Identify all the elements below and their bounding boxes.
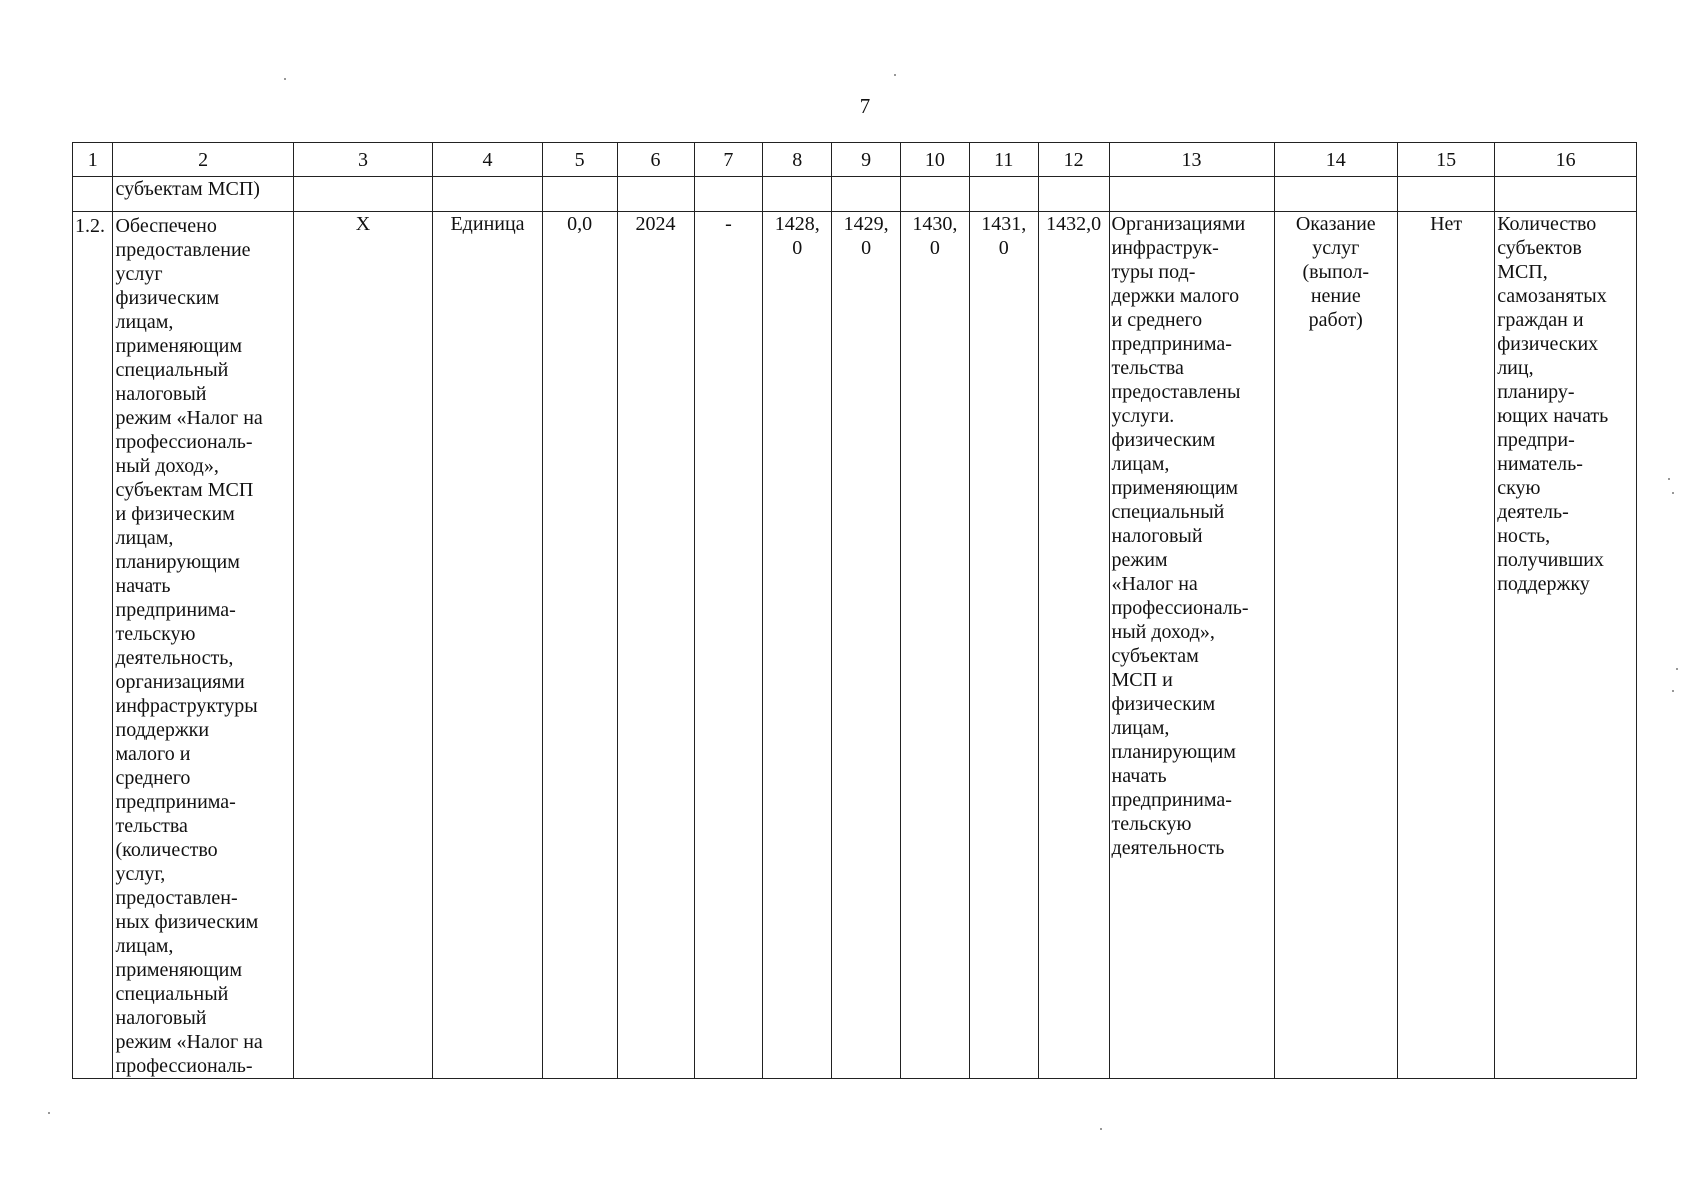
scan-speck xyxy=(48,1112,50,1114)
col-number-9: 9 xyxy=(832,143,901,177)
col13-description xyxy=(1109,212,1274,1079)
col13-line: предпринима- xyxy=(1111,789,1232,811)
row-name-line: профессиональ- xyxy=(115,1055,253,1077)
col-number-1: 1 xyxy=(73,143,113,177)
scan-speck xyxy=(1668,478,1670,480)
row-name-line: ный доход», xyxy=(115,455,219,477)
row-name-line: поддержки xyxy=(115,719,210,741)
row-name-line: планирующим xyxy=(115,551,240,573)
col-number-11: 11 xyxy=(969,143,1038,177)
col13-line: физическим xyxy=(1111,429,1216,451)
col16-line: физических xyxy=(1497,333,1599,355)
col9-line: 1429, xyxy=(843,213,889,235)
row-name-line: начать xyxy=(115,575,171,597)
col13-line: и среднего xyxy=(1111,309,1203,331)
col-number-10: 10 xyxy=(901,143,970,177)
col8-line: 1428, xyxy=(774,213,820,235)
table-cell xyxy=(433,177,542,212)
row-name-line: предпринима- xyxy=(115,599,236,621)
col16-line: получивших xyxy=(1497,549,1604,571)
table-row xyxy=(73,212,1637,1079)
col13-line: туры под- xyxy=(1111,261,1196,283)
row-name-line: лицам, xyxy=(115,527,174,549)
col-number-14: 14 xyxy=(1274,143,1398,177)
col8-line: 0 xyxy=(792,237,803,259)
row-name-line: субъектам МСП xyxy=(115,479,254,501)
unit-value: Единица xyxy=(433,212,542,1079)
col11-line: 1431, xyxy=(981,213,1027,235)
base-value: 0,0 xyxy=(542,212,617,1079)
col9-value xyxy=(832,212,901,1079)
scan-speck xyxy=(1676,668,1678,670)
col13-line: услуги. xyxy=(1111,405,1175,427)
row-name-line: предоставление xyxy=(115,239,251,261)
row-name-line: (количество xyxy=(115,839,218,861)
col13-line: применяющим xyxy=(1111,477,1239,499)
col14-line: нение xyxy=(1310,285,1361,307)
col14-value xyxy=(1274,212,1398,1079)
col16-line: субъектов xyxy=(1497,237,1582,259)
row-name-line: инфраструктуры xyxy=(115,695,258,717)
col10-value xyxy=(901,212,970,1079)
col-number-6: 6 xyxy=(617,143,694,177)
col7-value: - xyxy=(694,212,763,1079)
col14-line: (выпол- xyxy=(1302,261,1370,283)
col16-line: Количество xyxy=(1497,213,1597,235)
table-cell xyxy=(1398,177,1495,212)
col3-value: Х xyxy=(293,212,433,1079)
col8-value xyxy=(763,212,832,1079)
col13-line: режим xyxy=(1111,549,1168,571)
row-name-line: деятельность, xyxy=(115,647,234,669)
col-number-7: 7 xyxy=(694,143,763,177)
scan-speck xyxy=(284,78,286,80)
table-cell xyxy=(73,177,113,212)
col16-line: граждан и xyxy=(1497,309,1584,331)
table-cell xyxy=(617,177,694,212)
scan-speck xyxy=(1672,690,1674,692)
row-name-line: лицам, xyxy=(115,311,174,333)
col14-line: работ) xyxy=(1308,309,1363,331)
col13-line: предпринима- xyxy=(1111,333,1232,355)
table-cell xyxy=(1495,177,1637,212)
row-name-line: тельства xyxy=(115,815,188,837)
col14-line: услуг xyxy=(1312,237,1360,259)
col-number-16: 16 xyxy=(1495,143,1637,177)
row-name-line: предоставлен- xyxy=(115,887,238,909)
col13-line: физическим xyxy=(1111,693,1216,715)
col-number-15: 15 xyxy=(1398,143,1495,177)
table-cell xyxy=(832,177,901,212)
table-cell xyxy=(1038,177,1109,212)
col12-value: 1432,0 xyxy=(1038,212,1109,1079)
col13-line: тельскую xyxy=(1111,813,1192,835)
row-name-line: налоговый xyxy=(115,383,207,405)
row-name-line: физическим xyxy=(115,287,220,309)
col-number-13: 13 xyxy=(1109,143,1274,177)
row-name-line: специальный xyxy=(115,983,229,1005)
row-name-line: применяющим xyxy=(115,959,243,981)
col16-line: лиц, xyxy=(1497,357,1534,379)
row-name-line: услуг, xyxy=(115,863,166,885)
col16-line: деятель- xyxy=(1497,501,1569,523)
row-name-line: тельскую xyxy=(115,623,196,645)
row-name-line: профессиональ- xyxy=(115,431,253,453)
table-cell xyxy=(1109,177,1274,212)
col16-line: поддержку xyxy=(1497,573,1590,595)
col-number-12: 12 xyxy=(1038,143,1109,177)
col13-line: профессиональ- xyxy=(1111,597,1249,619)
row-number: 1.2. xyxy=(73,212,113,1079)
col16-description xyxy=(1495,212,1637,1079)
row-name-line: малого и xyxy=(115,743,191,765)
col16-line: ющих начать xyxy=(1497,405,1609,427)
col13-line: тельства xyxy=(1111,357,1184,379)
table-cell xyxy=(969,177,1038,212)
col11-line: 0 xyxy=(998,237,1009,259)
col-number-3: 3 xyxy=(293,143,433,177)
col13-line: держки малого xyxy=(1111,285,1240,307)
col13-line: специальный xyxy=(1111,501,1225,523)
row-name-line: режим «Налог на xyxy=(115,1031,263,1053)
table-cell xyxy=(694,177,763,212)
col-number-5: 5 xyxy=(542,143,617,177)
col9-line: 0 xyxy=(861,237,872,259)
row-name-line: организациями xyxy=(115,671,245,693)
base-year: 2024 xyxy=(617,212,694,1079)
scan-speck xyxy=(1100,1128,1102,1130)
col16-line: ниматель- xyxy=(1497,453,1583,475)
col15-value: Нет xyxy=(1398,212,1495,1079)
col13-line: субъектам xyxy=(1111,645,1199,667)
col13-line: лицам, xyxy=(1111,453,1170,475)
indicators-table xyxy=(72,142,1637,1079)
col13-line: «Налог на xyxy=(1111,573,1198,595)
col16-line: МСП, xyxy=(1497,261,1548,283)
col16-line: предпри- xyxy=(1497,429,1575,451)
col-number-4: 4 xyxy=(433,143,542,177)
col16-line: скую xyxy=(1497,477,1541,499)
row-name-line: услуг xyxy=(115,263,163,285)
table-cell xyxy=(542,177,617,212)
scan-speck xyxy=(894,74,896,76)
row-name-line: и физическим xyxy=(115,503,235,525)
col13-line: предоставлены xyxy=(1111,381,1241,403)
col13-line: МСП и xyxy=(1111,669,1173,691)
row-name-line: предпринима- xyxy=(115,791,236,813)
col13-line: деятельность xyxy=(1111,837,1225,859)
col10-line: 0 xyxy=(929,237,940,259)
row-name-line: среднего xyxy=(115,767,191,789)
row-name-line: налоговый xyxy=(115,1007,207,1029)
col13-line: налоговый xyxy=(1111,525,1203,547)
table-cell xyxy=(1274,177,1398,212)
row-name-line: лицам, xyxy=(115,935,174,957)
col-number-2: 2 xyxy=(113,143,293,177)
continuation-row xyxy=(73,177,1637,212)
table-cell xyxy=(293,177,433,212)
col13-line: инфраструк- xyxy=(1111,237,1219,259)
scan-speck xyxy=(1672,492,1674,494)
col13-line: лицам, xyxy=(1111,717,1170,739)
col13-line: Организациями xyxy=(1111,213,1246,235)
col13-line: ный доход», xyxy=(1111,621,1215,643)
col10-line: 1430, xyxy=(912,213,958,235)
col-number-8: 8 xyxy=(763,143,832,177)
table-cell xyxy=(763,177,832,212)
col13-line: планирующим xyxy=(1111,741,1236,763)
row-name-line: Обеспечено xyxy=(115,215,217,237)
col16-line: ность, xyxy=(1497,525,1551,547)
table-cell xyxy=(901,177,970,212)
row-name-line: специальный xyxy=(115,359,229,381)
col16-line: самозанятых xyxy=(1497,285,1607,307)
row-name-line: режим «Налог на xyxy=(115,407,263,429)
col16-line: планиру- xyxy=(1497,381,1575,403)
col13-line: начать xyxy=(1111,765,1167,787)
row-name-line: применяющим xyxy=(115,335,243,357)
row-name xyxy=(113,212,293,1079)
column-number-row xyxy=(73,143,1637,177)
row-name-line: ных физическим xyxy=(115,911,259,933)
page-number: 7 xyxy=(859,94,871,118)
continuation-text: субъектам МСП) xyxy=(113,177,293,212)
col11-value xyxy=(969,212,1038,1079)
col14-line: Оказание xyxy=(1295,213,1376,235)
